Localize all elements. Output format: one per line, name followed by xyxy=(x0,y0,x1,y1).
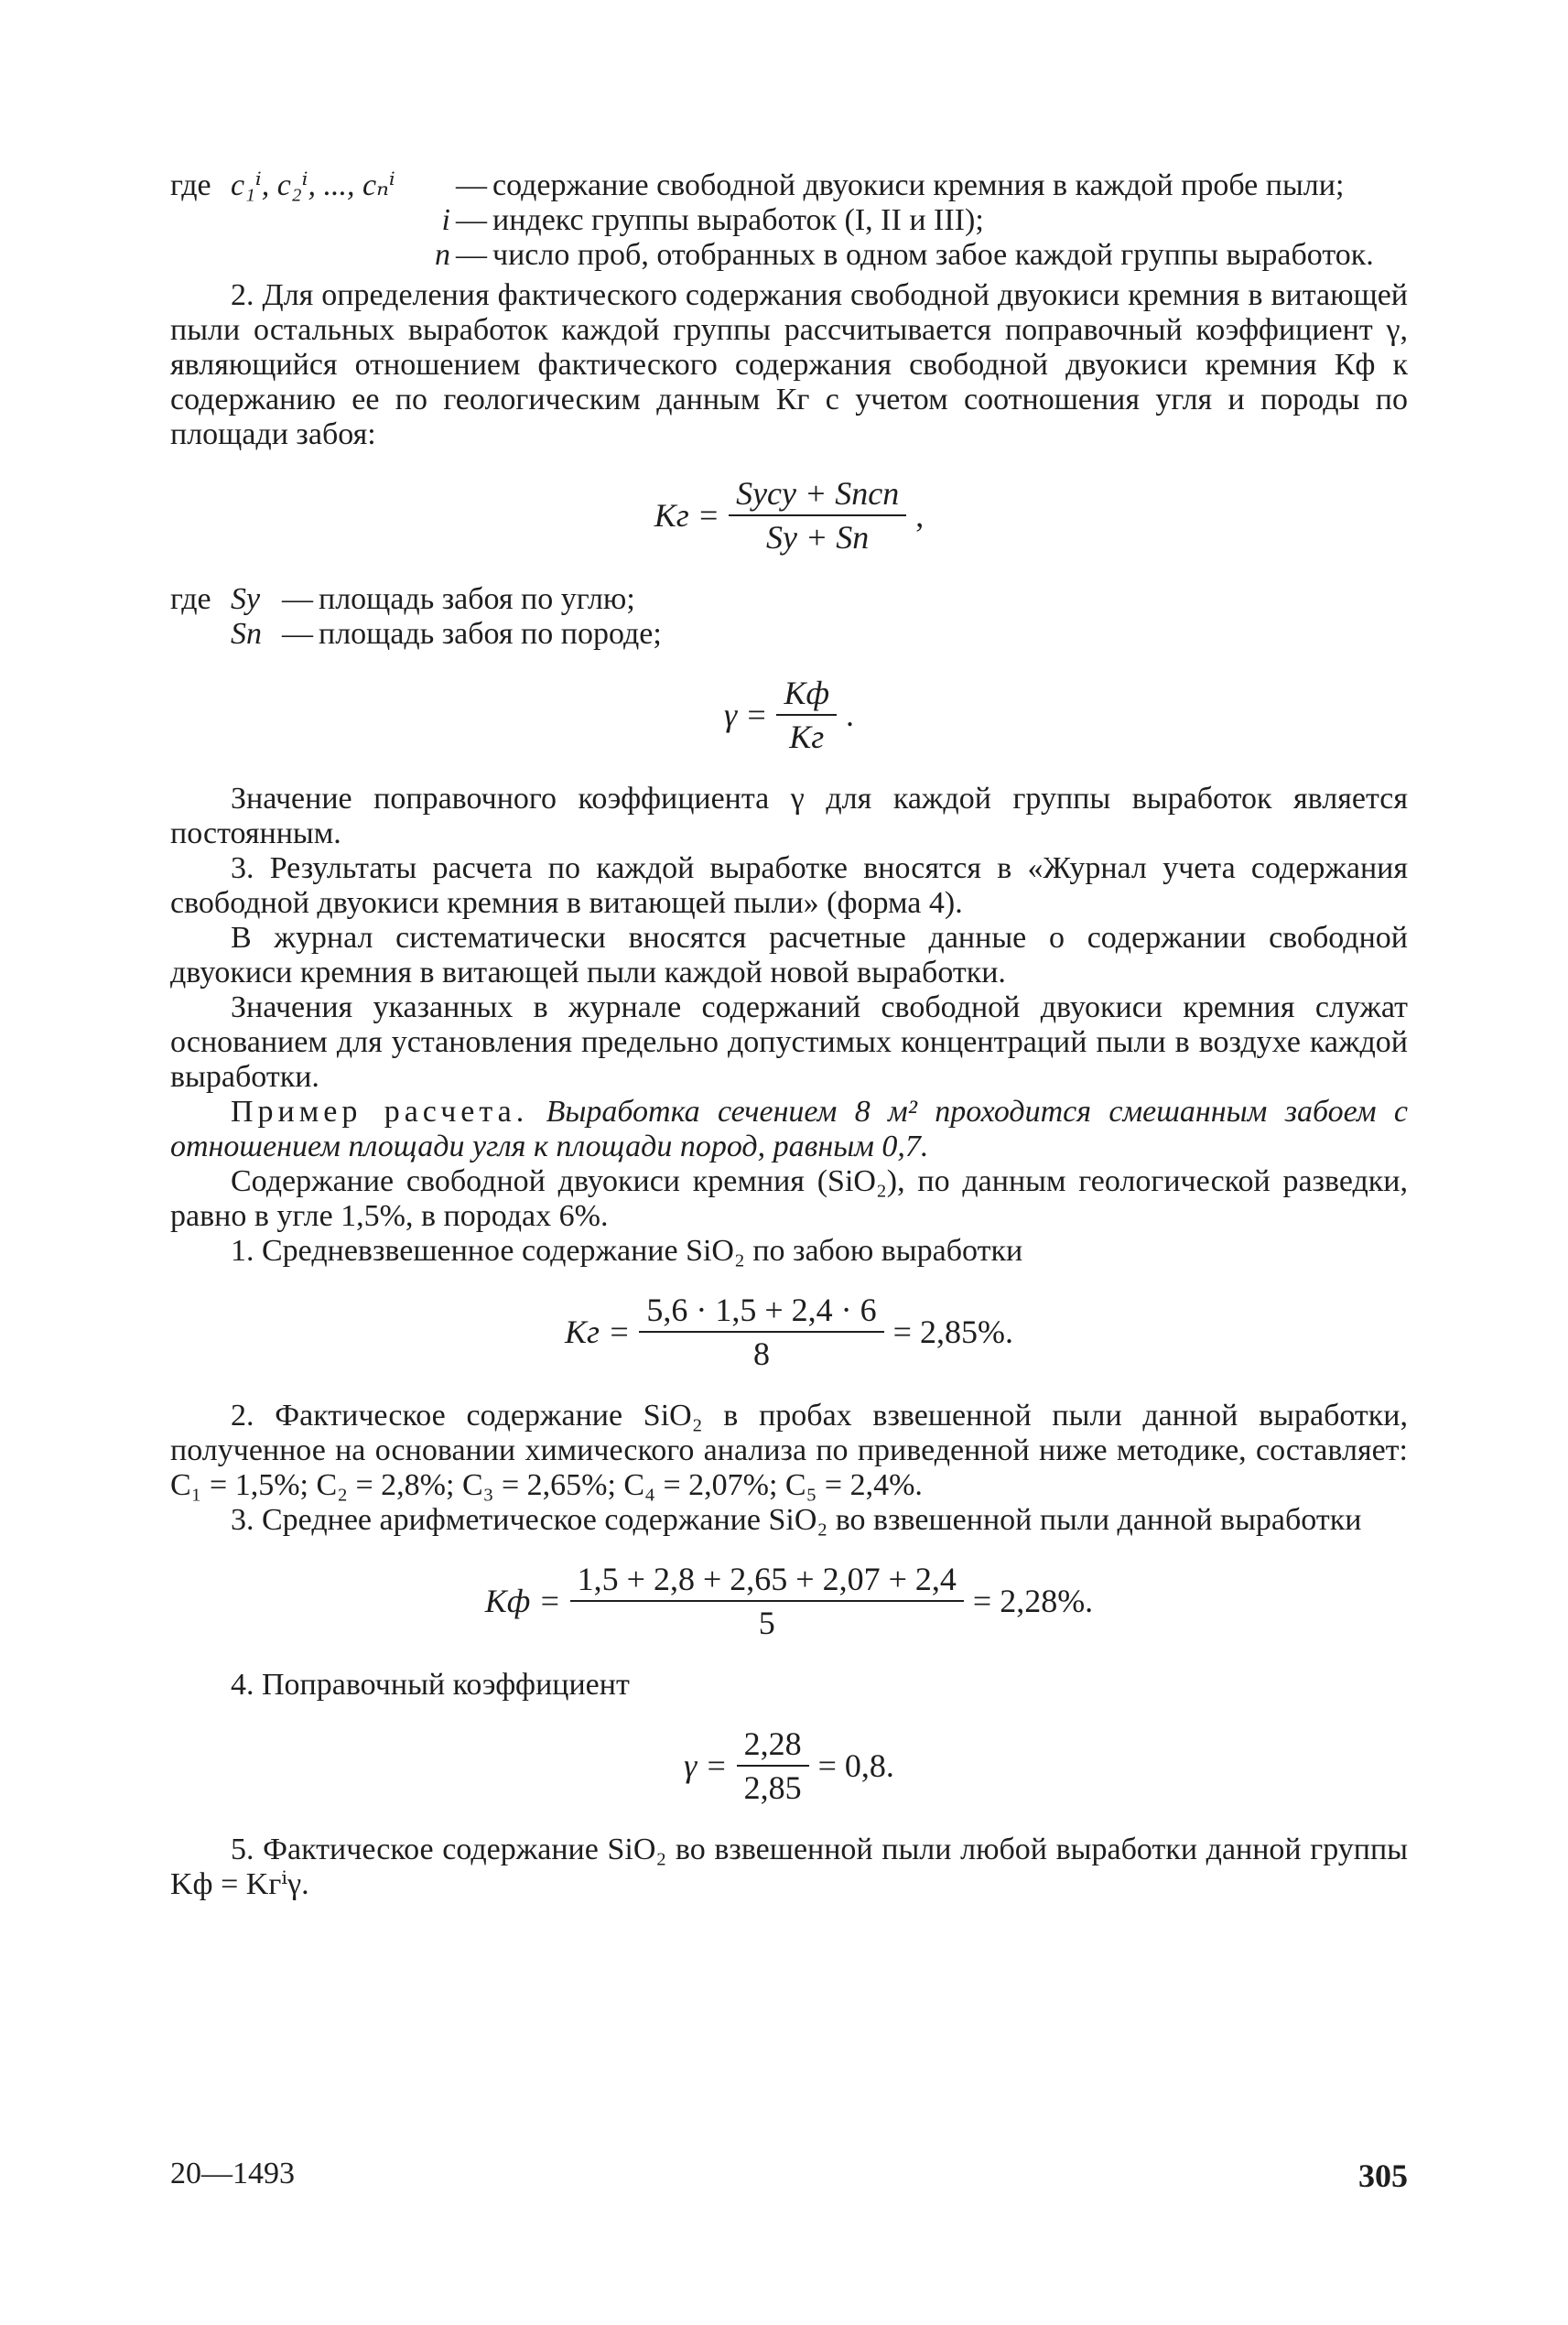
formula-denominator: Sу + Sп xyxy=(766,519,870,556)
definitions-list-1 xyxy=(170,168,1408,273)
example-label: Пример расчета. xyxy=(231,1095,529,1129)
definition-dash: — xyxy=(456,168,487,202)
step-2: 2. Фактическое содержание SiO₂ в пробах взвешенной пыли данной выработки, полученное на основании химического анализа по приведенной ниже методике, составляет: C₁ = 1,5%; C₂ = 2,8%; C₃ = 2,65%; C₄ = 2,07%; C₅ = 2,4%. xyxy=(170,1399,1408,1502)
formula-lhs: γ = xyxy=(684,1747,728,1784)
definition-desc: индекс группы выработок (I, II и III); xyxy=(492,203,984,237)
paragraph-2: 2. Для определения фактического содержания свободной двуокиси кремния в витающей пыли остальных выработок каждой группы рассчитывается поправочный коэффициент γ, являющийся отношением фактического содержания свободной двуокиси кремния Кф к содержанию ее по геологическим данным Кг с учетом соотношения угля и породы по площади забоя: xyxy=(170,278,1408,451)
paragraph-gamma: Значение поправочного коэффициента γ для каждой группы выработок является постоянным. xyxy=(170,782,1408,850)
formula-numerator: 5,6 · 1,5 + 2,4 · 6 xyxy=(639,1292,883,1333)
page-number: 305 xyxy=(1358,2157,1408,2194)
formula-kg-example xyxy=(170,1292,1408,1371)
formula-result: = 2,28%. xyxy=(972,1583,1094,1619)
formula-denominator: Kг xyxy=(789,719,825,755)
page-footer xyxy=(170,2157,1408,2195)
definition-term: Sп xyxy=(231,617,262,651)
formula-result: = 2,85%. xyxy=(892,1314,1013,1350)
paragraph-journal: В журнал систематически вносятся расчетные данные о содержании свободной двуокиси кремния в витающей пыли каждой новой выработки. xyxy=(170,921,1408,989)
formula-fraction xyxy=(639,1292,883,1371)
definition-row xyxy=(170,238,1408,273)
formula-kf-example xyxy=(170,1562,1408,1640)
definition-dash: — xyxy=(282,617,313,651)
definition-row xyxy=(170,617,1408,652)
definition-desc: содержание свободной двуокиси кремния в каждой пробе пыли; xyxy=(492,168,1345,202)
formula-denominator: 5 xyxy=(758,1605,775,1641)
definition-dash: — xyxy=(282,582,313,616)
example-text: Выработка сечением 8 м² проходится смешанным забоем с отношением площади угля к площади пород, равным 0,7. xyxy=(170,1095,1408,1163)
formula-kg-weighted xyxy=(170,476,1408,555)
step-3: 3. Среднее арифметическое содержание SiO₂ во взвешенной пыли данной выработки xyxy=(231,1503,1362,1537)
definition-row xyxy=(170,582,1408,617)
formula-gamma-example xyxy=(170,1726,1408,1805)
definitions-lead: где xyxy=(170,582,211,616)
formula-lhs: Kг = xyxy=(565,1314,631,1350)
step-5: 5. Фактическое содержание SiO₂ во взвешенной пыли любой выработки данной группы Kф = Kгⁱγ. xyxy=(170,1833,1408,1901)
formula-tail: , xyxy=(915,497,925,534)
definition-term: i xyxy=(441,203,450,237)
formula-denominator: 8 xyxy=(753,1336,771,1372)
document-page xyxy=(170,168,1408,1902)
formula-numerator: 2,28 xyxy=(737,1726,809,1767)
formula-numerator: 1,5 + 2,8 + 2,65 + 2,07 + 2,4 xyxy=(570,1562,964,1602)
printer-signature: 20—1493 xyxy=(170,2157,295,2190)
definition-desc: площадь забоя по углю; xyxy=(319,582,635,616)
formula-fraction xyxy=(737,1726,809,1805)
formula-numerator: Kф xyxy=(776,676,837,716)
paragraph-example xyxy=(170,1095,1408,1164)
formula-lhs: Kг = xyxy=(654,497,720,534)
formula-fraction xyxy=(570,1562,964,1640)
step-4: 4. Поправочный коэффициент xyxy=(231,1668,630,1702)
definition-desc: число проб, отобранных в одном забое каждой группы выработок. xyxy=(492,238,1374,272)
formula-numerator: Sуcу + Sпcп xyxy=(729,476,906,516)
formula-tail: . xyxy=(846,697,855,733)
definition-row xyxy=(170,168,1408,203)
formula-denominator: 2,85 xyxy=(743,1769,802,1806)
definition-row xyxy=(170,203,1408,238)
definition-term: n xyxy=(435,238,450,272)
formula-gamma-definition xyxy=(170,676,1408,754)
definitions-list-2 xyxy=(170,582,1408,652)
definition-dash: — xyxy=(456,203,487,237)
paragraph-3: 3. Результаты расчета по каждой выработке вносятся в «Журнал учета содержания свободной двуокиси кремния в витающей пыли» (форма 4). xyxy=(170,851,1408,920)
definition-term: Sу xyxy=(231,582,261,616)
definition-dash: — xyxy=(456,238,487,272)
formula-fraction xyxy=(729,476,906,555)
formula-lhs: γ = xyxy=(723,697,768,733)
formula-lhs: Kф = xyxy=(484,1583,561,1619)
step-1: 1. Средневзвешенное содержание SiO₂ по забою выработки xyxy=(231,1234,1023,1268)
formula-fraction xyxy=(776,676,837,754)
definition-desc: площадь забоя по породе; xyxy=(319,617,662,651)
formula-result: = 0,8. xyxy=(817,1747,894,1784)
paragraph-sio2: Содержание свободной двуокиси кремния (SiO₂), по данным геологической разведки, равно в угле 1,5%, в породах 6%. xyxy=(170,1164,1408,1233)
paragraph-values: Значения указанных в журнале содержаний свободной двуокиси кремния служат основанием для установления предельно допустимых концентраций пыли в воздухе каждой выработки. xyxy=(170,990,1408,1094)
definitions-lead: где xyxy=(170,168,211,202)
definition-term: c₁ⁱ, c₂ⁱ, ..., cₙⁱ xyxy=(231,168,395,202)
